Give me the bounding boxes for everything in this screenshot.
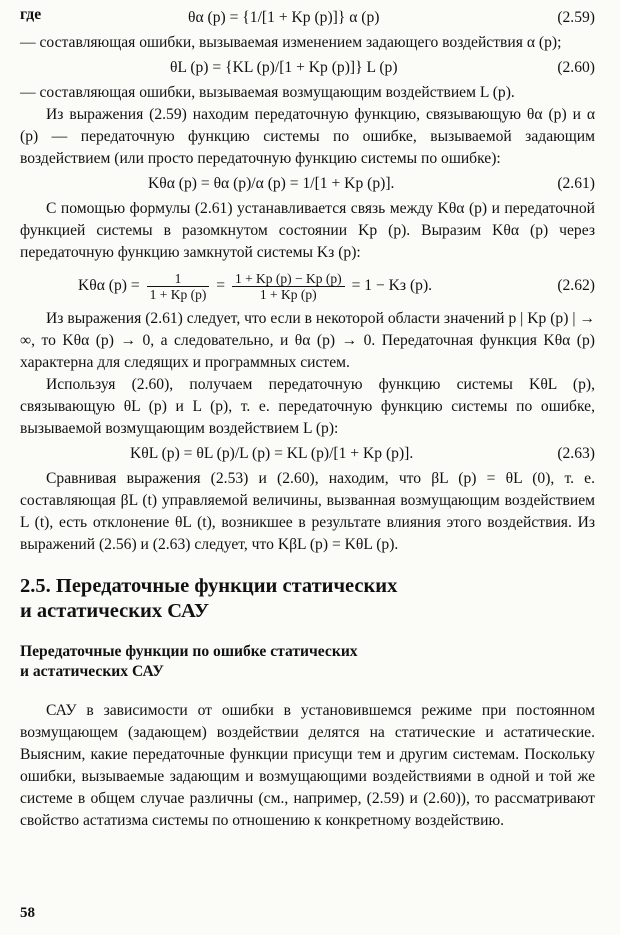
fraction-2-numerator: 1 + Kр (p) − Kр (p) (232, 271, 345, 287)
paragraph-6: Используя (2.60), получаем передаточную функцию системы KθL (p), связывающую θL (p) и L (p), т. е. передаточную функцию системы по ошибке, вызываемой возмущающим воздействием L (p): (20, 376, 595, 437)
section-heading-line-2: и астатических САУ (20, 600, 210, 622)
subsection-heading-line-2: и астатических САУ (20, 663, 164, 680)
paragraph-1: — составляющая ошибки, вызываемая изменением задающего воздействия α (p); (20, 34, 562, 51)
equation-2-63 (20, 440, 595, 468)
equation-2-60-body: θL (p) = {KL (p)/[1 + Kр (p)]} L (p) (170, 59, 398, 76)
equation-2-63-number: (2.63) (557, 445, 595, 462)
equation-2-61 (20, 170, 595, 198)
page-content (20, 4, 595, 832)
fraction-2-denominator: 1 + Kр (p) (259, 286, 317, 302)
equation-2-62-lhs: Kθα (p) = (78, 277, 140, 294)
equation-2-60 (20, 54, 595, 82)
equation-2-62-body: Kθα (p) = $\frac{1}{1 + Kр (p)}$ = $\frac{1 + Kр (p) - Kр (p)}{1 + Kр (p)}$ = 1 − Kз (p). (78, 270, 433, 302)
equation-2-60-number: (2.60) (557, 59, 595, 76)
equation-2-62-number: (2.62) (557, 277, 595, 294)
equation-2-61-body: Kθα (p) = θα (p)/α (p) = 1/[1 + Kр (p)]. (148, 175, 395, 192)
page-number: 58 (20, 905, 35, 921)
fraction-1-numerator: 1 (147, 271, 210, 287)
paragraph-3: Из выражения (2.59) находим передаточную функцию, связывающую θα (p) и α (p) — передаточную функцию системы по ошибке, вызываемой задающим воздействием (или просто передаточную функцию системы по ошибке): (20, 106, 595, 167)
section-heading (20, 574, 595, 624)
equation-2-62 (20, 264, 595, 308)
paragraph-5: Из выражения (2.61) следует, что если в некоторой области значений p | Kр (p) | → ∞, то Kθα (p) → 0, а следовательно, и θα (p) → 0. Передаточная функция Kθα (p) характерна для следящих и программных систем. (20, 310, 595, 371)
subsection-heading-line-1: Передаточные функции по ошибке статических (20, 643, 358, 660)
section-heading-line-1: 2.5. Передаточные функции статических (20, 575, 398, 597)
paragraph-2: — составляющая ошибки, вызываемая возмущающим воздействием L (p). (20, 84, 515, 101)
equation-2-63-body: KθL (p) = θL (p)/L (p) = KL (p)/[1 + Kр (p)]. (130, 445, 414, 462)
paragraph-4: С помощью формулы (2.61) устанавливается связь между Kθα (p) и передаточной функцией системы в разомкнутом состоянии Kр (p). Выразим Kθα (p) через передаточную функцию замкнутой системы Kз (p): (20, 200, 595, 261)
equation-2-61-number: (2.61) (557, 175, 595, 192)
fraction-2 (232, 271, 345, 302)
subsection-heading (20, 642, 595, 682)
fraction-1 (147, 271, 210, 302)
equation-2-59 (20, 4, 595, 32)
equation-2-62-rhs: = 1 − Kз (p). (351, 277, 433, 294)
intro-word: где (20, 6, 42, 23)
paragraph-8: САУ в зависимости от ошибки в установившемся режиме при постоянном возмущающем (задающем) воздействии делятся на статические и астатические. Выясним, какие передаточные функции присущи тем и другим системам. Поскольку ошибки, вызываемые задающим и возмущающими воздействиями в одной и той же системе в общем случае различны (см., например, (2.59) и (2.60)), то рассматривают свойство астатизма системы по отношению к конкретному воздействию. (20, 702, 595, 829)
paragraph-7: Сравнивая выражения (2.53) и (2.60), находим, что βL (p) = θL (0), т. е. составляющая βL (t) управляемой величины, вызванная возмущающим воздействием L (t), есть отклонение θL (t), возникшее в результате влияния этого воздействия. Из выражений (2.56) и (2.63) следует, что KβL (p) = KθL (p). (20, 470, 595, 553)
equation-2-59-body: θα (p) = {1/[1 + Kр (p)]} α (p) (188, 9, 380, 26)
fraction-1-denominator: 1 + Kр (p) (149, 286, 207, 302)
equation-2-59-number: (2.59) (557, 9, 595, 26)
